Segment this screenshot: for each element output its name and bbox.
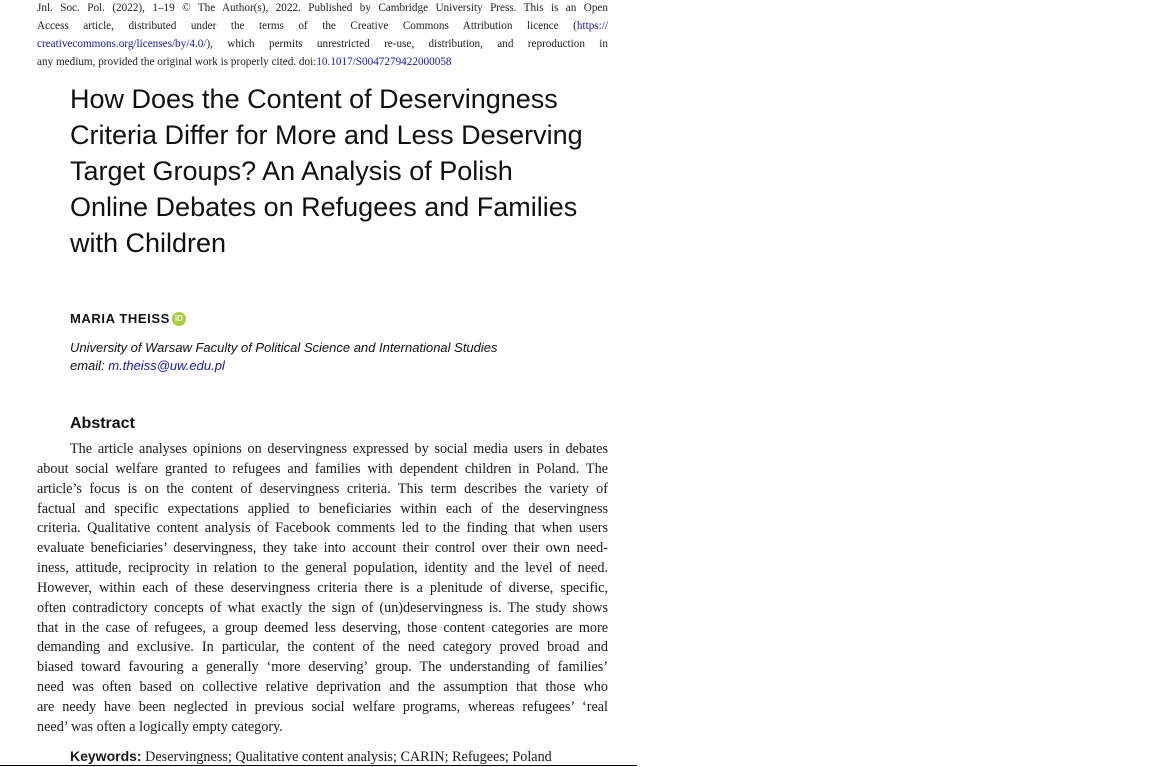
citation-line-2-text: Access article, distributed under the terms of the Creative Commons Attribution licence ( bbox=[37, 20, 577, 32]
keywords-line bbox=[70, 746, 552, 767]
license-link-part1[interactable]: https:// bbox=[576, 20, 608, 32]
abstract-line: biased toward favouring a generally ‘more deserving’ group. The understanding of families’ bbox=[37, 659, 608, 676]
abstract-heading: Abstract bbox=[70, 415, 135, 432]
abstract-line: about social welfare granted to refugees and families with dependent children in Poland. The bbox=[37, 460, 608, 477]
citation-line-4 bbox=[37, 53, 608, 71]
affiliation-block bbox=[70, 339, 498, 375]
keywords-text: Deservingness; Qualitative content analysis; CARIN; Refugees; Poland bbox=[141, 749, 552, 765]
abstract-line: that in the case of refugees, a group deemed less deserving, those content categories are more bbox=[37, 619, 608, 636]
author-block bbox=[70, 311, 186, 326]
doi-link[interactable]: 10.1017/S0047279422000058 bbox=[316, 56, 452, 68]
title-line: Online Debates on Refugees and Families bbox=[70, 192, 578, 222]
abstract-line: need’ was often a logically empty category. bbox=[37, 718, 283, 735]
email-row bbox=[70, 357, 498, 375]
abstract-body bbox=[37, 440, 608, 738]
abstract-line: are needy have been neglected in previous social welfare programs, whereas refugees’ ‘real bbox=[37, 698, 608, 715]
citation-line-3 bbox=[37, 35, 608, 53]
abstract-line: evaluate beneficiaries’ deservingness, they take into account their control over their own need- bbox=[37, 540, 608, 557]
paper-title bbox=[70, 81, 630, 261]
abstract-line: article’s focus is on the content of deservingness criteria. This term describes the variety of bbox=[37, 480, 608, 497]
citation-header bbox=[37, 0, 608, 71]
citation-line-1: Jnl. Soc. Pol. (2022), 1–19 © The Author(s), 2022. Published by Cambridge University Press. This is an Open bbox=[37, 2, 608, 14]
abstract-line: The article analyses opinions on deservingness expressed by social media users in debates bbox=[70, 441, 608, 457]
title-line: Criteria Differ for More and Less Deserving bbox=[70, 120, 583, 150]
abstract-line: criteria. Qualitative content analysis of Facebook comments led to the finding that when users bbox=[37, 520, 608, 537]
email-label: email: bbox=[70, 358, 109, 373]
license-link-part2[interactable]: creativecommons.org/licenses/by/4.0/ bbox=[37, 38, 207, 50]
abstract-line: often contradictory concepts of what exactly the sign of (un)deservingness is. The study shows bbox=[37, 599, 608, 616]
abstract-line: need was often based on collective relative deprivation and the assumption that those who bbox=[37, 679, 608, 696]
email-link[interactable]: m.theiss@uw.edu.pl bbox=[108, 358, 225, 373]
orcid-icon[interactable]: iD bbox=[172, 312, 186, 326]
citation-line-4-text: any medium, provided the original work is properly cited. doi: bbox=[37, 56, 317, 68]
abstract-line: factual and specific expectations applied to beneficiaries within each of the deservingness bbox=[37, 500, 608, 517]
title-line: Target Groups? An Analysis of Polish bbox=[70, 156, 513, 186]
institution: University of Warsaw Faculty of Political Science and International Studies bbox=[70, 340, 498, 355]
citation-line-3-text: ), which permits unrestricted re-use, distribution, and reproduction in bbox=[206, 38, 608, 50]
title-line: with Children bbox=[70, 228, 227, 258]
title-line: How Does the Content of Deservingness bbox=[70, 84, 558, 114]
abstract-line: However, within each of these deservingness criteria there is a plenitude of diverse, specific, bbox=[37, 579, 608, 596]
author-name: MARIA THEISS bbox=[70, 311, 170, 326]
keywords-label: Keywords: bbox=[70, 748, 142, 764]
abstract-line: iness, attitude, reciprocity in relation to the general population, identity and the level of need. bbox=[37, 560, 608, 577]
abstract-line: demanding and exclusive. In particular, the content of the need category proved broad and bbox=[37, 639, 608, 656]
citation-line-2 bbox=[37, 17, 608, 35]
